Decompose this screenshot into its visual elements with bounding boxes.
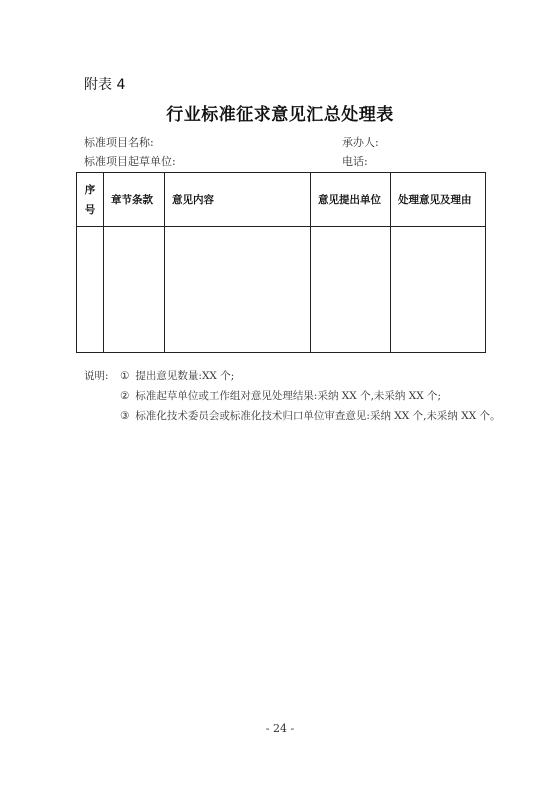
note-text: 提出意见数量:XX 个; bbox=[135, 370, 235, 382]
note-mark: ③ bbox=[120, 410, 130, 422]
note-text: 标准起草单位或工作组对意见处理结果:采纳 XX 个,未采纳 XX 个; bbox=[135, 390, 442, 402]
comments-table bbox=[76, 172, 486, 353]
table-header-row bbox=[77, 173, 486, 227]
cell-handling bbox=[391, 227, 486, 353]
attachment-label: 附表 4 bbox=[84, 77, 126, 93]
header-unit: 意见提出单位 bbox=[311, 173, 391, 227]
page-number: - 24 - bbox=[265, 722, 295, 735]
note-item bbox=[120, 368, 234, 383]
table-row bbox=[77, 227, 486, 353]
note-mark: ② bbox=[120, 390, 130, 402]
header-seq bbox=[77, 173, 104, 227]
note-text: 标准化技术委员会或标准化技术归口单位审查意见:采纳 XX 个,未采纳 XX 个。 bbox=[135, 410, 501, 422]
cell-unit bbox=[311, 227, 391, 353]
phone-label: 电话: bbox=[342, 155, 368, 168]
header-seq-line2: 号 bbox=[84, 203, 96, 216]
notes-label: 说明: bbox=[84, 370, 109, 382]
header-handling: 处理意见及理由 bbox=[391, 173, 486, 227]
handler-label: 承办人: bbox=[342, 136, 379, 149]
cell-content bbox=[165, 227, 311, 353]
header-chapter: 章节条款 bbox=[104, 173, 165, 227]
project-name-label: 标准项目名称: bbox=[84, 136, 154, 149]
header-seq-line1: 序 bbox=[84, 183, 96, 196]
header-content: 意见内容 bbox=[165, 173, 311, 227]
note-item bbox=[120, 408, 501, 423]
drafting-unit-label: 标准项目起草单位: bbox=[84, 155, 176, 168]
cell-seq bbox=[77, 227, 104, 353]
document-title: 行业标准征求意见汇总处理表 bbox=[166, 105, 394, 125]
cell-chapter bbox=[104, 227, 165, 353]
note-item bbox=[120, 388, 441, 403]
note-mark: ① bbox=[120, 370, 130, 382]
